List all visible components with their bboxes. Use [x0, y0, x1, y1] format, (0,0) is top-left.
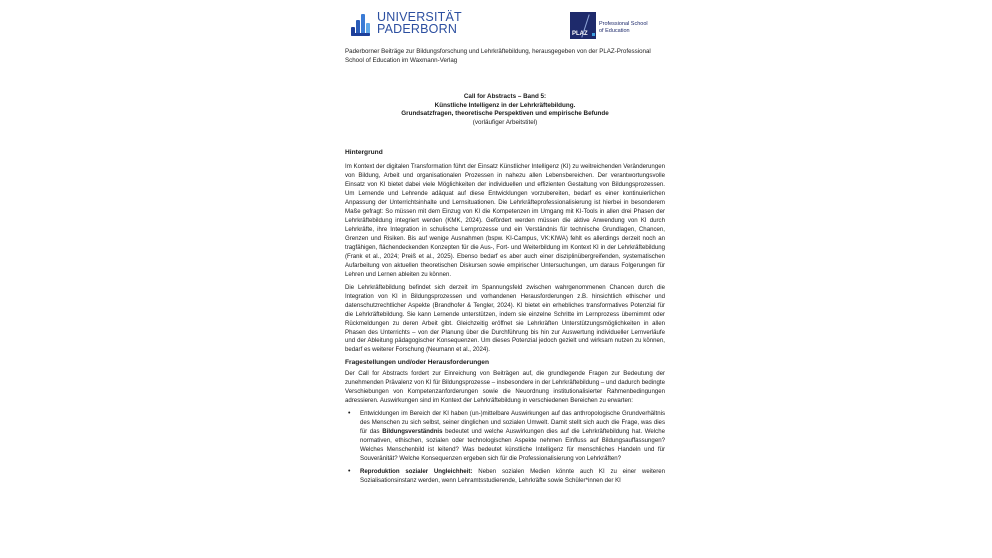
title-line-3: Grundsatzfragen, theoretische Perspektiven und empirische Befunde	[401, 110, 609, 118]
document-title	[345, 93, 665, 127]
bullet-text: Entwicklungen im Bereich der KI haben (un-)mittelbare Auswirkungen auf das anthropologische Grundverhältnis des Menschen zu sich selbst, seiner dinglichen und sozialen Umwelt. Damit stellt sich auch die Frage, was dies für das	[360, 410, 665, 436]
bullet-item	[360, 410, 665, 464]
plaz-box-label: PLAZ	[572, 31, 588, 37]
university-name-line1: UNIVERSITÄT	[377, 10, 462, 24]
series-note: Paderborner Beiträge zur Bildungsforschung und Lehrkräftebildung, herausgegeben von der PLAZ-Professional School of Education im Waxmann-Verlag	[345, 48, 651, 64]
bullet-text: bedeutet und welche Auswirkungen dies auf die Lehrkräftebildung hat. Welche normativen, ethischen, sozialen oder technologischen Aspekte nehmen Einfluss auf Bildungsauffassungen? Welches Menschenbild ist leitend? Was bedeutet künstliche Intelligenz für menschliches Handeln und für Souveränität? Welche Konsequenzen ergeben sich für die Professionalisierung von Lehrkräften?	[360, 428, 665, 462]
bullet-item	[360, 468, 665, 486]
background-paragraph-2: Die Lehrkräftebildung befindet sich derzeit im Spannungsfeld zwischen wahrgenommenen Chancen durch die Integration von KI in Bildungsprozessen und vorhandenen Herausforderungen z.B. hinsichtlich ethischer und datenschutzrechtlicher Aspekte (Brandhofer & Tengler, 2024). KI bietet ein erhebliches transformatives Potenzial für die Lehrkräftebildung. Sie kann Lernende unterstützen, indem sie einzelne Schritte im Lernprozess übernimmt oder Rückmeldungen zu deren Arbeit gibt. Gleichzeitig eröffnet sie Lehrkräften Unterstützungsmöglichkeiten in allen Phasen des Unterrichts – von der Planung über die Durchführung bis hin zur Auswertung individueller Lernverläufe und der Ableitung pädagogischer Konsequenzen. Um dieses Potenzial jedoch gezielt und wirksam nutzen zu können, bedarf es weiterer Forschung (Neumann et al., 2024).	[345, 283, 665, 354]
bullet-keyword: Bildungsverständnis	[382, 428, 443, 436]
plaz-emblem-icon	[570, 12, 596, 39]
logo-header	[345, 0, 665, 44]
plaz-name-line1: Professional School	[599, 21, 648, 27]
university-paderborn-logo	[351, 10, 462, 36]
questions-paragraph-1: Der Call for Abstracts fordert zur Einreichung von Beiträgen auf, die grundlegende Fragen zur Bedeutung der zunehmenden Prävalenz von KI für Bildungsprozesse – insbesondere in der Lehrkräftebildung – und dadurch bedingte Verschiebungen von Kompetenzanforderungen sowie die Neuordnung institutionalisierter Rahmenbedingungen adressieren. Auswirkungen sind im Kontext der Lehrkräftebildung in verschiedenen Bereichen zu erwarten:	[345, 370, 665, 405]
title-line-2: Künstliche Intelligenz in der Lehrkräftebildung.	[434, 101, 576, 109]
title-line-1: Call for Abstracts – Band 5:	[463, 93, 547, 100]
university-wordmark	[377, 11, 462, 35]
bullet-keyword: Reproduktion sozialer Ungleichheit:	[360, 467, 473, 475]
plaz-wordmark	[599, 21, 648, 35]
background-paragraph-1: Im Kontext der digitalen Transformation führt der Einsatz Künstlicher Intelligenz (KI) zu weitreichenden Veränderungen von Bildung, Arbeit und organisationalen Prozessen in nahezu allen Lebensbereichen. Der verantwortungsvolle Einsatz von KI bietet dabei viele Möglichkeiten der individuellen und effizienten Gestaltung von Bildungsprozessen. Um Lernende und Lehrende adäquat auf diese Entwicklungen vorzubereiten, bedarf es einer kontinuierlichen Anpassung der Unterrichtsinhalte und Lernsituationen. Die Lehrkräfteprofessionalisierung ist hierbei in besonderem Maße gefragt: So müssen mit dem Einzug von KI die Kompetenzen im Umgang mit KI-Tools in allen drei Phasen der Lehrkräftebildung integriert werden (KMK, 2024). Gefördert werden müssen die aktive Anwendung von KI durch Lehrkräfte, ihre Integration in schulische Lernprozesse und ein Verständnis für technische Grundlagen, Chancen, Grenzen und Risiken. Bis auf wenige Ausnahmen (bspw. KI-Campus, VK:KIWA) fehlt es allerdings derzeit noch an tragfähigen, flächendeckenden Konzepten für die Aus-, Fort- und Weiterbildung im Kontext KI in der Lehrkräftebildung (Frank et al., 2024; Preiß et al., 2025). Ebenso bedarf es aber auch einer disziplinübergreifenden, systematischen Aufarbeitung von aktuellen theoretischen Diskursen sowie empirischer Untersuchungen, um daraus Folgerungen für Lehren und Lernen ableiten zu können.	[345, 163, 665, 278]
bullet-text: Neben sozialen Medien könnte auch KI zu einer weiteren Sozialisationsinstanz werden, wenn Lehramtsstudierende, Lehrkräfte sowie Schüler*innen der KI	[360, 467, 666, 484]
title-subtitle: (vorläufiger Arbeitstitel)	[472, 118, 538, 126]
plaz-logo	[570, 12, 648, 39]
section-heading-questions: Fragestellungen und/oder Herausforderungen	[345, 359, 489, 367]
questions-bullet-list	[345, 410, 665, 486]
plaz-name-line2: of Education	[599, 28, 630, 34]
university-emblem-icon	[351, 10, 373, 36]
section-heading-background: Hintergrund	[345, 149, 383, 157]
document-page	[345, 0, 665, 490]
university-name-line2: PADERBORN	[377, 22, 458, 36]
